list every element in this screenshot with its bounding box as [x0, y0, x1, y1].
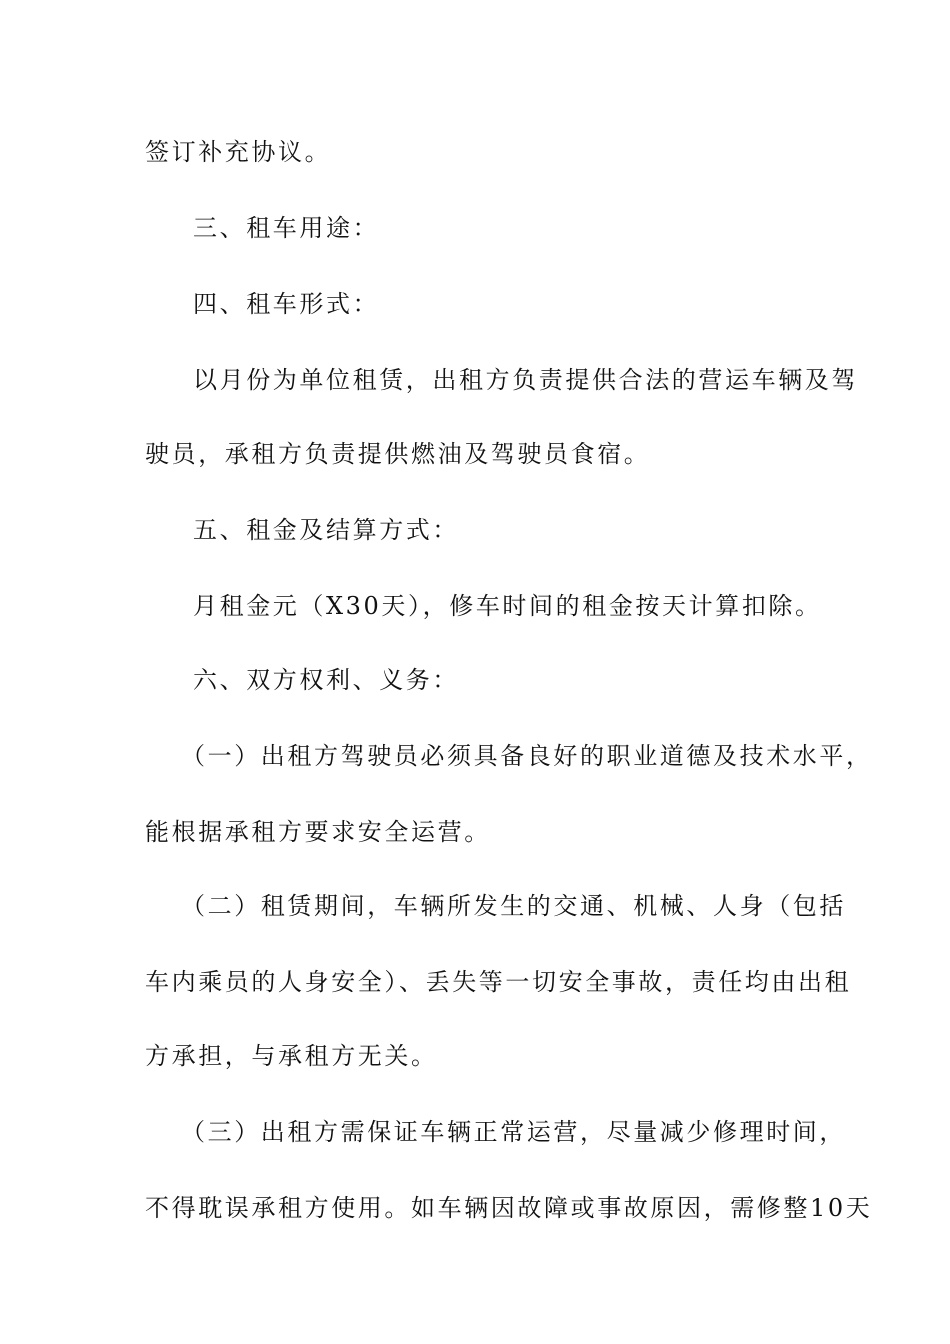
text-line-7: 月租金元（X30天），修车时间的租金按天计算扣除。 — [193, 592, 822, 620]
text-line-1: 签订补充协议。 — [145, 138, 332, 166]
text-line-11: （二）租赁期间，车辆所发生的交通、机械、人身（包括 — [181, 892, 846, 920]
text-line-13: 方承担，与承租方无关。 — [145, 1042, 438, 1070]
text-line-10: 能根据承租方要求安全运营。 — [145, 818, 491, 846]
section-heading-6: 六、双方权利、义务： — [193, 666, 459, 694]
text-line-14: （三）出租方需保证车辆正常运营，尽量减少修理时间， — [181, 1118, 846, 1146]
section-heading-4: 四、租车形式： — [193, 290, 380, 318]
section-heading-3: 三、租车用途： — [193, 214, 380, 242]
text-line-5: 驶员，承租方负责提供燃油及驾驶员食宿。 — [145, 440, 651, 468]
text-line-15: 不得耽误承租方使用。如车辆因故障或事故原因，需修整10天 — [145, 1194, 873, 1222]
text-line-9: （一）出租方驾驶员必须具备良好的职业道德及技术水平， — [181, 742, 873, 770]
text-line-12: 车内乘员的人身安全）、丢失等一切安全事故，责任均由出租 — [145, 968, 852, 996]
section-heading-5: 五、租金及结算方式： — [193, 516, 459, 544]
text-line-4: 以月份为单位租赁，出租方负责提供合法的营运车辆及驾 — [193, 366, 858, 394]
